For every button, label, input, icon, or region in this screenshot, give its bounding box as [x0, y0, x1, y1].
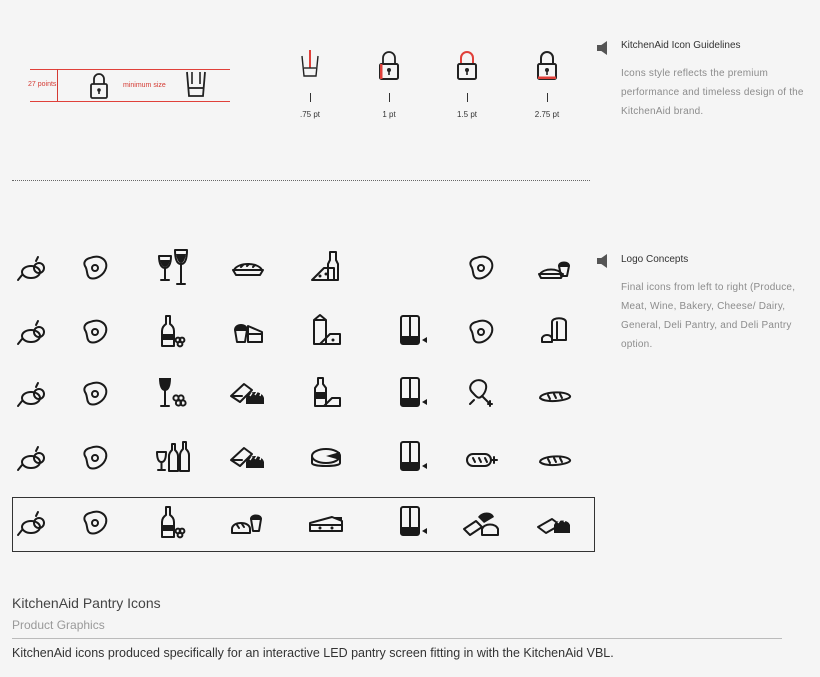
- stroke-label: 1.5 pt: [456, 110, 477, 119]
- produce-icon: [14, 374, 54, 414]
- baguette-icon: [536, 374, 576, 414]
- cupcake-cake-icon: [228, 312, 268, 352]
- stroke-label: .75 pt: [299, 110, 320, 119]
- meat-icon: [76, 374, 116, 414]
- glass-icon: [184, 70, 208, 107]
- min-size-label: minimum size: [123, 82, 166, 89]
- note-arrow-icon: [597, 254, 607, 268]
- meat-icon: [76, 248, 116, 288]
- concepts-body: Final icons from left to right (Produce, Meat, Wine, Bakery, Cheese/ Dairy, General, Deli Pantry, and Deli Pantry option.: [621, 282, 796, 350]
- wine-bottle-icon: [154, 312, 194, 352]
- concepts-title: Logo Concepts: [621, 254, 689, 265]
- pie-icon: [228, 248, 268, 288]
- tick-4: [547, 93, 548, 102]
- tick-2: [389, 93, 390, 102]
- produce-icon: [14, 312, 54, 352]
- tick-1: [310, 93, 311, 102]
- meat-icon: [462, 248, 502, 288]
- height-arrow-icon: [57, 69, 58, 101]
- meat-icon: [462, 312, 502, 352]
- cheese-bottle-icon: [306, 248, 346, 288]
- final-icons-box: [12, 497, 595, 552]
- wine-bottles-icon: [154, 438, 194, 478]
- drumstick-icon: [462, 374, 502, 414]
- lock-icon: [90, 72, 108, 105]
- baguette-icon: [536, 438, 576, 478]
- fridge-icon: [392, 438, 432, 478]
- guidelines-title: KitchenAid Icon Guidelines: [621, 40, 741, 51]
- section-divider: [12, 180, 590, 181]
- footer-rule: [12, 638, 782, 639]
- produce-icon: [14, 438, 54, 478]
- bakery-mix-icon: [228, 438, 268, 478]
- salami-icon: [462, 438, 502, 478]
- lock-stroke-3-icon: [536, 50, 558, 87]
- tick-3: [467, 93, 468, 102]
- note-arrow-icon: [597, 41, 607, 55]
- fridge-icon: [392, 374, 432, 414]
- cupcake-pie-icon: [536, 248, 576, 288]
- page-title: KitchenAid Pantry Icons: [12, 595, 161, 611]
- wine-grapes-icon: [154, 374, 194, 414]
- bread-loaf-icon: [536, 312, 576, 352]
- fridge-icon: [392, 312, 432, 352]
- produce-icon: [14, 248, 54, 288]
- page-subtitle: Product Graphics: [12, 618, 105, 632]
- guidelines-body: Icons style reflects the premium performance and timeless design of the KitchenAid brand.: [621, 68, 804, 117]
- lock-stroke-2-icon: [456, 50, 478, 87]
- meat-icon: [76, 312, 116, 352]
- cheese-wheel-icon: [306, 438, 346, 478]
- lock-stroke-1-icon: [378, 50, 400, 87]
- wine-glasses-icon: [154, 248, 194, 288]
- stroke-label: 2.75 pt: [534, 110, 560, 119]
- stroke-label: 1 pt: [382, 110, 396, 119]
- bakery-mix-icon: [228, 374, 268, 414]
- meat-icon: [76, 438, 116, 478]
- bottle-cheese-icon: [306, 374, 346, 414]
- glass-stroke-icon: [298, 50, 322, 87]
- height-label: 27 points: [28, 81, 57, 88]
- carton-cheese-icon: [306, 312, 346, 352]
- page-description: KitchenAid icons produced specifically for an interactive LED pantry screen fitting in with the KitchenAid VBL.: [12, 646, 614, 660]
